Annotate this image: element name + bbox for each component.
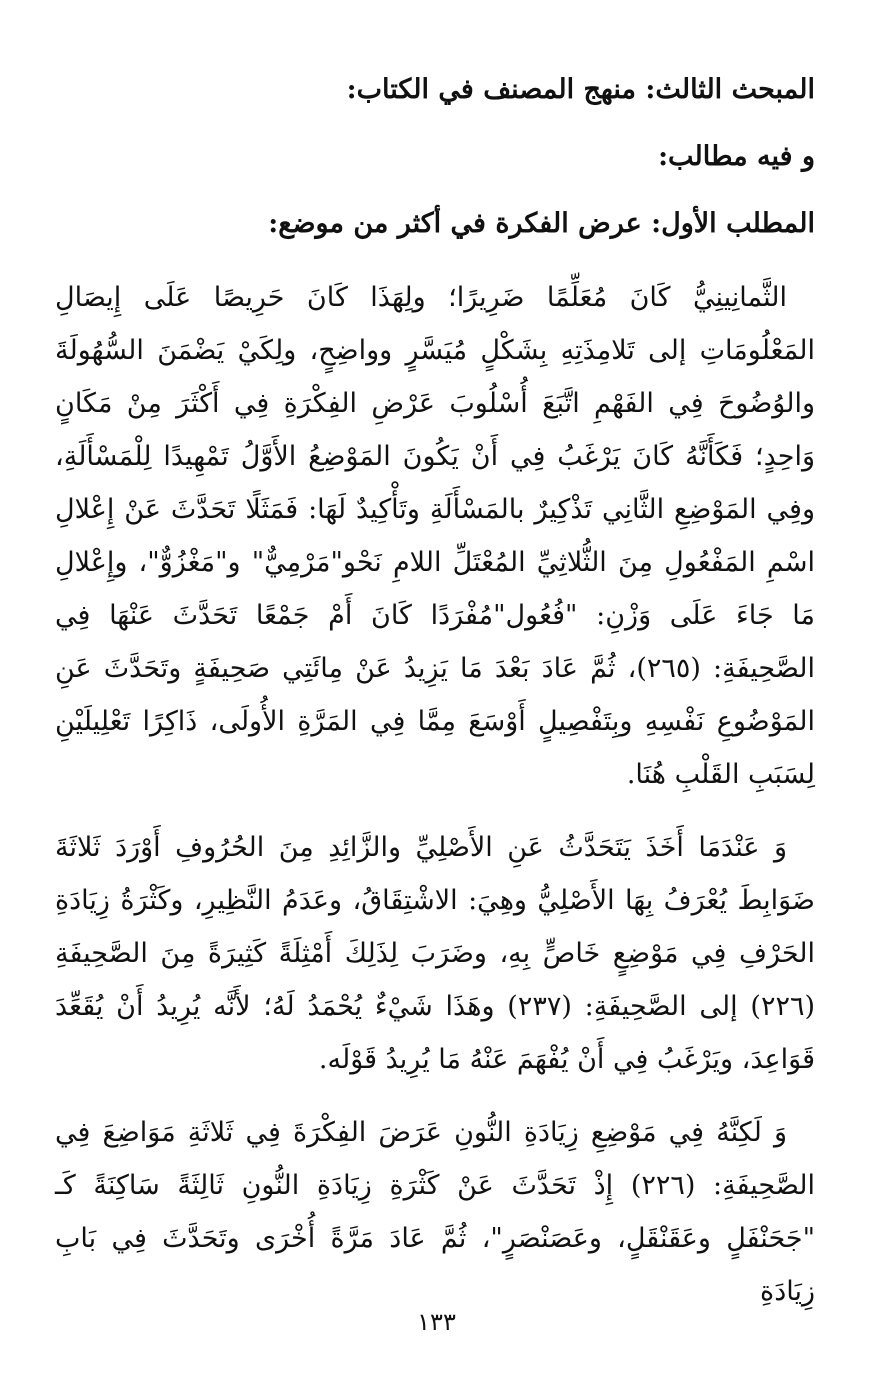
- paragraph-3: وَ لَكِنَّهُ فِي مَوْضِعِ زِيَادَةِ النُّونِ عَرَضَ الفِكْرَةَ فِي ثَلاثَةِ مَوَاضِعَ فِي الصَّحِيفَةِ: (٢٢٦) إِذْ تَحَدَّثَ عَنْ كَثْرَةِ زِيَادَةِ النُّونِ ثَالِثَةً سَاكِنَةً كَـ "جَحَنْفَلٍ وعَقَنْقَلٍ، وعَصَنْصَرٍ"، ثُمَّ عَادَ مَرَّةً أُخْرَى وتَحَدَّثَ فِي بَابِ زِيَادَةِ: [55, 1117, 815, 1307]
- intro-heading: و فيه مطالب:: [658, 141, 815, 172]
- section-heading: المبحث الثالث: منهج المصنف في الكتاب:: [346, 74, 815, 105]
- subsection-heading: المطلب الأول: عرض الفكرة في أكثر من موضع:: [268, 208, 815, 239]
- page-number: ١٣٣: [417, 1308, 456, 1336]
- paragraph-2: وَ عَنْدَمَا أَخَذَ يَتَحَدَّثُ عَنِ الأَصْلِيِّ والزَّائِدِ مِنَ الحُرُوفِ أَوْرَدَ ثَلاثَةَ ضَوَابِطَ يُعْرَفُ بِهَا الأَصْلِيُّ وهِيَ: الاشْتِقَاقُ، وعَدَمُ النَّظِيرِ، وكَثْرَةُ زِيَادَةِ الحَرْفِ فِي مَوْضِعٍ خَاصٍّ بِهِ، وضَرَبَ لِذَلِكَ أَمْثِلَةً كَثِيرَةً مِنَ الصَّحِيفَةِ (٢٢٦) إلى الصَّحِيفَةِ: (٢٣٧) وهَذَا شَيْءٌ يُحْمَدُ لَهُ؛ لأَنَّه يُرِيدُ أَنْ يُقَعِّدَ قَوَاعِدَ، ويَرْغَبُ فِي أَنْ يُفْهَمَ عَنْهُ مَا يُرِيدُ قَوْلَه.: [55, 832, 816, 1075]
- paragraph-1: الثَّمانِينِيُّ كَانَ مُعَلِّمًا ضَرِيرًا؛ ولِهَذَا كَانَ حَرِيصًا عَلَى إِيصَالِ المَعْلُومَاتِ إلى تَلامِذَتِهِ بِشَكْلٍ مُيَسَّرٍ وواضِحٍ، ولِكَيْ يَضْمَنَ السُّهُولَةَ والوُضُوحَ فِي الفَهْمِ اتَّبَعَ أُسْلُوبَ عَرْضِ الفِكْرَةِ فِي أَكْثَرَ مِنْ مَكَانٍ وَاحِدٍ؛ فَكَأَنَّهُ كَانَ يَرْغَبُ فِي أَنْ يَكُونَ المَوْضِعُ الأَوَّلُ تَمْهِيدًا لِلْمَسْأَلَةِ، وفِي المَوْضِعِ الثَّانِي تَذْكِيرٌ بالمَسْأَلَةِ وتَأْكِيدٌ لَهَا: فَمَثَلًا تَحَدَّثَ عَنْ إِعْلالِ اسْمِ المَفْعُولِ مِنَ الثُّلاثِيِّ المُعْتَلِّ اللامِ نَحْو"مَرْمِيٌّ" و"مَغْزُوٌّ"، وإِعْلالِ مَا جَاءَ عَلَى وَزْنِ: "فُعُول"مُفْرَدًا كَانَ أَمْ جَمْعًا تَحَدَّثَ عَنْهَا فِي الصَّحِيفَةِ: (٢٦٥)، ثُمَّ عَادَ بَعْدَ مَا يَزِيدُ عَنْ مِائَتِي صَحِيفَةٍ وتَحَدَّثَ عَنِ المَوْضُوعِ نَفْسِهِ وبِتَفْصِيلٍ أَوْسَعَ مِمَّا فِي المَرَّةِ الأُولَى، ذَاكِرًا تَعْلِيلَيْنِ لِسَبَبِ القَلْبِ هُنَا.: [55, 282, 815, 790]
- page-body: [55, 70, 815, 1338]
